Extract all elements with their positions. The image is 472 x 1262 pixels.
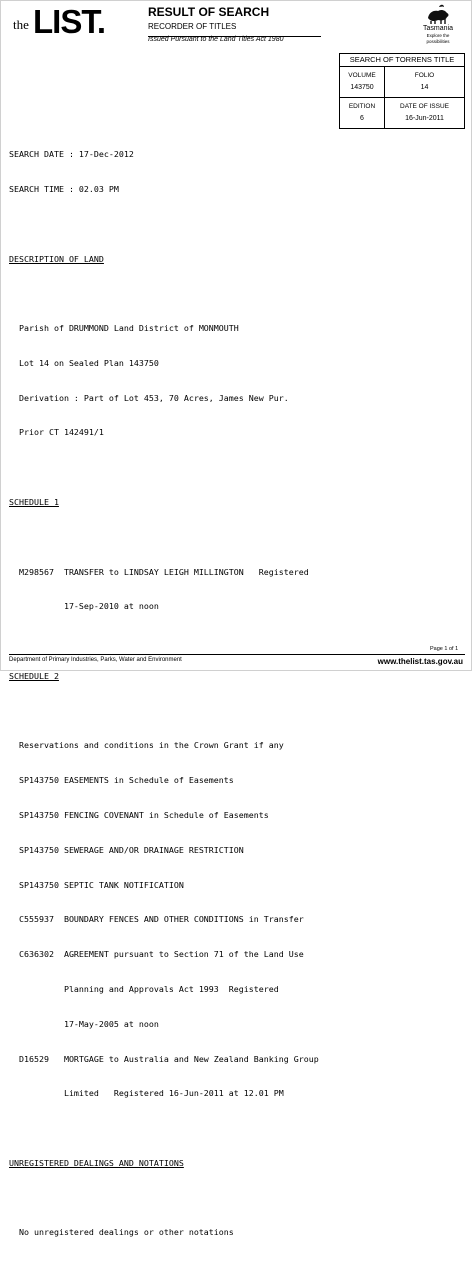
header-divider	[148, 36, 321, 37]
page-number: Page 1 of 1	[430, 646, 459, 652]
edition-date-row	[340, 97, 464, 128]
schedule-2-line: Limited Registered 16-Jun-2011 at 12.01 PM	[9, 1088, 284, 1099]
issued-pursuant-text: Issued Pursuant to the Land Titles Act 1980	[148, 36, 284, 43]
tasmania-slogan: Explore the possibilities	[426, 33, 450, 44]
torrens-title-box	[339, 53, 465, 129]
description-line: Derivation : Part of Lot 453, 70 Acres, James New Pur.	[9, 392, 289, 403]
search-date: SEARCH DATE : 17-Dec-2012	[9, 149, 134, 160]
department-name: Department of Primary Industries, Parks, Water and Environment	[9, 657, 182, 663]
edition-value: 6	[360, 115, 364, 122]
schedule-2-heading: SCHEDULE 2	[9, 670, 59, 681]
schedule-1-line: M298567 TRANSFER to LINDSAY LEIGH MILLINGTON Registered	[9, 566, 309, 577]
schedule-2-line: D16529 MORTGAGE to Australia and New Zealand Banking Group	[9, 1053, 319, 1064]
website-url: www.thelist.tas.gov.au	[377, 657, 463, 666]
schedule-2-line: 17-May-2005 at noon	[9, 1018, 159, 1029]
edition-label: EDITION	[348, 103, 376, 110]
document-header	[148, 5, 284, 45]
description-line: Lot 14 on Sealed Plan 143750	[9, 357, 159, 368]
date-of-issue-label: DATE OF ISSUE	[400, 103, 449, 110]
schedule-2-line: SP143750 SEPTIC TANK NOTIFICATION	[9, 879, 184, 890]
description-heading: DESCRIPTION OF LAND	[9, 253, 104, 264]
schedule-2-line: Reservations and conditions in the Crown Grant if any	[9, 740, 284, 751]
volume-label: VOLUME	[348, 72, 376, 79]
volume-value: 143750	[350, 84, 374, 91]
document-title: RESULT OF SEARCH	[148, 5, 270, 19]
folio-label: FOLIO	[414, 72, 435, 79]
tasmania-logo	[416, 3, 460, 45]
description-line: Prior CT 142491/1	[9, 427, 104, 438]
schedule-1-heading: SCHEDULE 1	[9, 497, 59, 507]
document-subtitle: RECORDER OF TITLES	[148, 22, 237, 31]
schedule-1-line: 17-Sep-2010 at noon	[9, 601, 159, 612]
search-time: SEARCH TIME : 02.03 PM	[9, 183, 119, 194]
schedule-2-line: SP143750 EASEMENTS in Schedule of Easements	[9, 775, 234, 786]
description-line: Parish of DRUMMOND Land District of MONMOUTH	[9, 323, 239, 334]
logo-the-text: the	[13, 17, 29, 32]
unregistered-line: No unregistered dealings or other notations	[9, 1227, 234, 1238]
schedule-2-line: SP143750 SEWERAGE AND/OR DRAINAGE RESTRICTION	[9, 844, 244, 855]
schedule-2-line: C636302 AGREEMENT pursuant to Section 71 of the Land Use	[9, 949, 304, 960]
unregistered-heading: UNREGISTERED DEALINGS AND NOTATIONS	[9, 1157, 184, 1168]
logo-list-text: LIST.	[33, 3, 106, 40]
volume-folio-row	[340, 67, 464, 97]
schedule-2-line: C555937 BOUNDARY FENCES AND OTHER CONDITIONS in Transfer	[9, 914, 304, 925]
tasmanian-devil-icon	[425, 3, 451, 25]
date-of-issue-value: 16-Jun-2011	[405, 115, 444, 122]
folio-value: 14	[420, 84, 429, 91]
tasmania-name: Tasmania	[423, 25, 453, 32]
schedule-2-line: SP143750 FENCING COVENANT in Schedule of Easements	[9, 810, 269, 821]
title-search-body	[9, 126, 319, 1262]
footer-divider	[9, 654, 465, 655]
torrens-heading: SEARCH OF TORRENS TITLE	[340, 54, 464, 67]
schedule-2-line: Planning and Approvals Act 1993 Registered	[9, 983, 279, 994]
